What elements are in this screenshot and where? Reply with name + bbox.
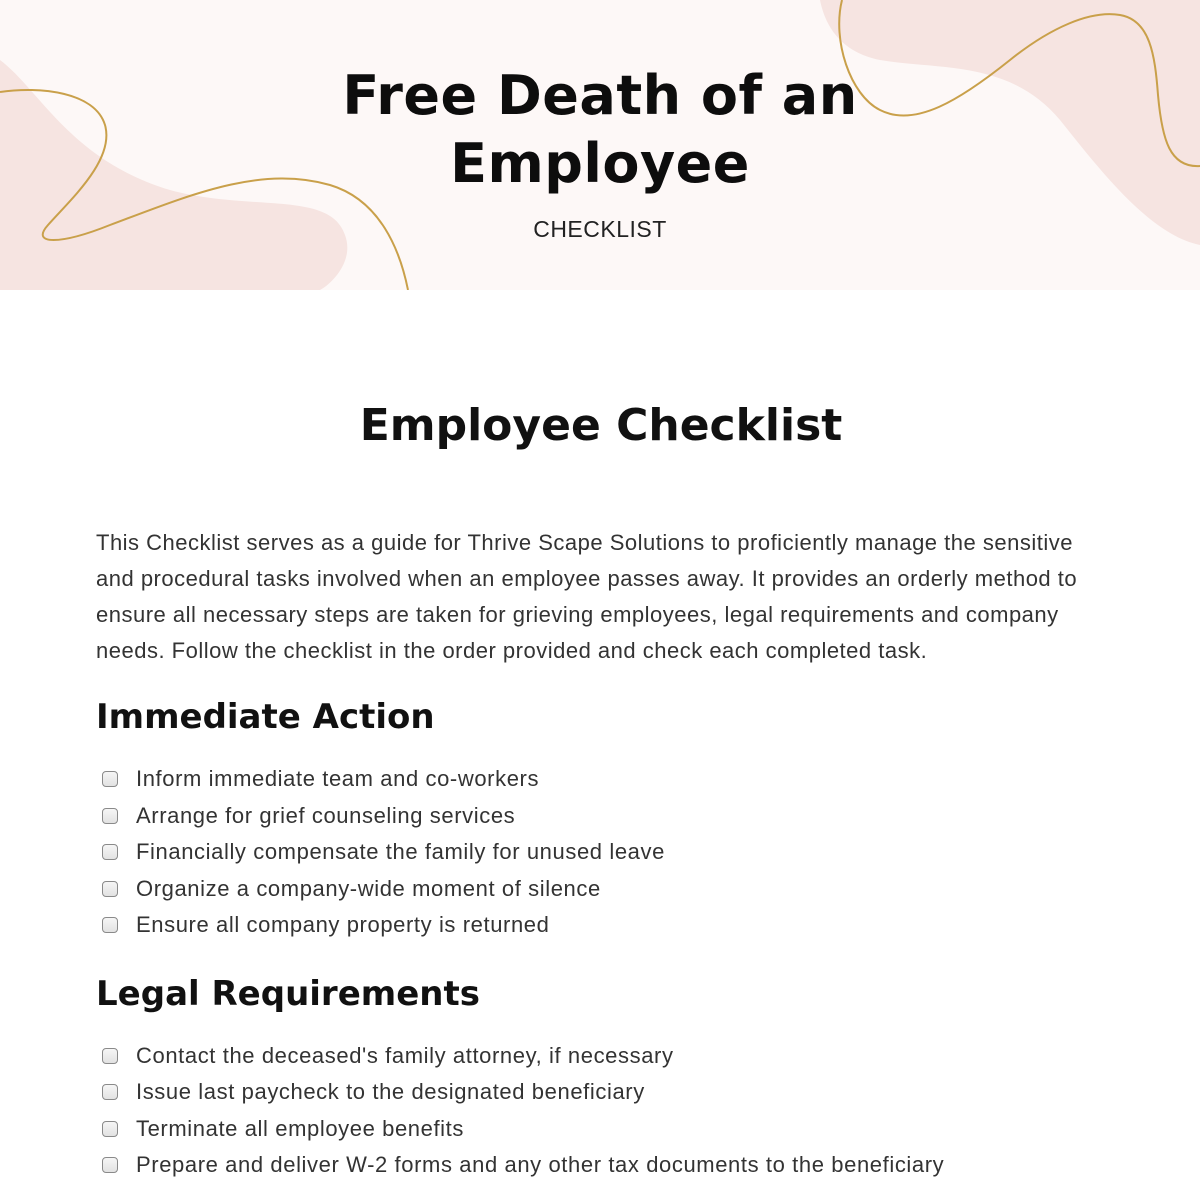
checklist-item-label: Arrange for grief counseling services: [136, 802, 516, 828]
checkbox[interactable]: [102, 1084, 118, 1100]
checkbox[interactable]: [102, 1048, 118, 1064]
checklist-item: [96, 1111, 1106, 1148]
checklist-item-label: Issue last paycheck to the designated beneficiary: [136, 1079, 645, 1105]
checklist-item-label: Financially compensate the family for unused leave: [136, 839, 665, 865]
checklist-item-label: Contact the deceased's family attorney, if necessary: [136, 1042, 674, 1068]
main-content: [96, 400, 1106, 1198]
checklist-item-label: Terminate all employee benefits: [136, 1115, 464, 1141]
checkbox[interactable]: [102, 1157, 118, 1173]
checkbox[interactable]: [102, 844, 118, 860]
checklist-item: [96, 1074, 1106, 1111]
section-title-immediate-action: Immediate Action: [96, 697, 435, 737]
checklist-immediate-action: [96, 761, 1106, 944]
document-title-line-2: Employee: [450, 132, 750, 195]
checklist-item: [96, 871, 1106, 908]
checkbox[interactable]: [102, 881, 118, 897]
checklist-item-label: Inform immediate team and co-workers: [136, 766, 540, 792]
section-title-legal-requirements: Legal Requirements: [96, 973, 480, 1014]
checkbox[interactable]: [102, 917, 118, 933]
checklist-item: [96, 1038, 1106, 1075]
document-title: [0, 62, 1200, 198]
checklist-item-label: Ensure all company property is returned: [136, 912, 550, 938]
checklist-item: [96, 1147, 1106, 1184]
checkbox[interactable]: [102, 771, 118, 787]
header-banner: [0, 0, 1200, 290]
checkbox[interactable]: [102, 1121, 118, 1137]
checkbox[interactable]: [102, 808, 118, 824]
checklist-legal-requirements: [96, 1038, 1106, 1184]
intro-paragraph: This Checklist serves as a guide for Thrive Scape Solutions to proficiently manage the sensitive and procedural tasks involved when an employee passes away. It provides an orderly method to ensure all necessary steps are taken for grieving employees, legal requirements and company needs. Follow the checklist in the order provided and check each completed task.: [96, 530, 1078, 663]
checklist-item: [96, 834, 1106, 871]
document-subtitle: CHECKLIST: [533, 216, 667, 242]
checklist-item: [96, 907, 1106, 944]
checklist-item-label: Organize a company-wide moment of silence: [136, 875, 601, 901]
checklist-item: [96, 761, 1106, 798]
document-title-line-1: Free Death of an: [342, 64, 858, 127]
checklist-item-label: Prepare and deliver W-2 forms and any other tax documents to the beneficiary: [136, 1152, 945, 1178]
main-heading: Employee Checklist: [359, 400, 843, 451]
checklist-item: [96, 798, 1106, 835]
